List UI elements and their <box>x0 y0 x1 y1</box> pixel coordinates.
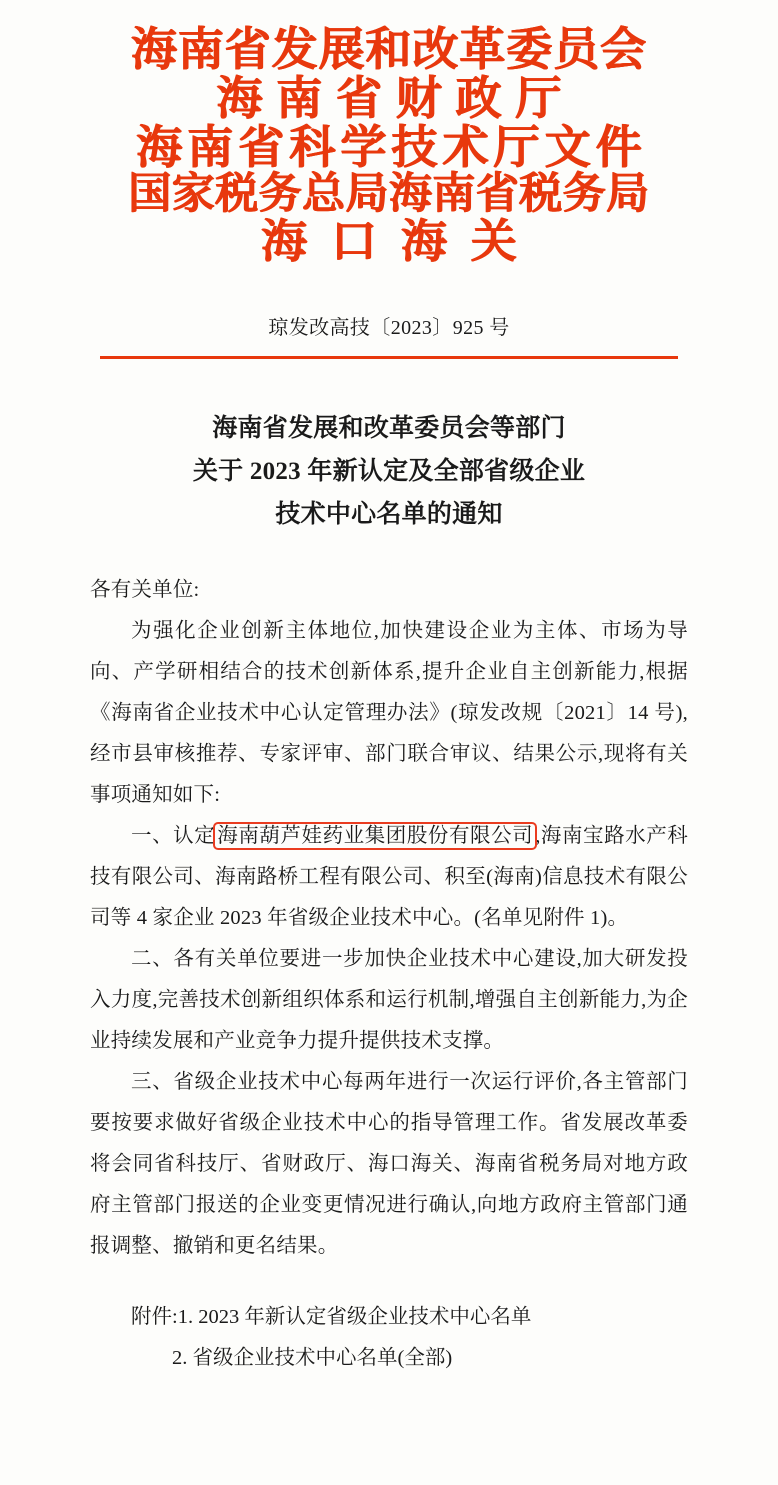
letterhead-line-3: 海南省科学技术厅文件 <box>136 121 647 173</box>
letterhead-line-5: 海口海关 <box>261 215 541 267</box>
title-line-1: 海南省发展和改革委员会等部门 <box>212 414 566 442</box>
paragraph-intro: 为强化企业创新主体地位,加快建设企业为主体、市场为导向、产学研相结合的技术创新体系,提升企业自主创新能力,根据《海南省企业技术中心认定管理办法》(琼发改规〔2021〕14 号),经市县审核推荐、专家评审、部门联合审议、结果公示,现将有关事项通知如下: <box>90 619 688 806</box>
letterhead-line-2: 海南省财政厅 <box>216 72 576 124</box>
letterhead <box>60 0 718 267</box>
paragraph-item-3: 三、省级企业技术中心每两年进行一次运行评价,各主管部门要按要求做好省级企业技术中心的指导管理工作。省发展改革委将会同省科技厅、省财政厅、海口海关、海南省税务局对地方政府主管部门报送的企业变更情况进行确认,向地方政府主管部门通报调整、撤销和更名结果。 <box>90 1070 688 1257</box>
document-body <box>60 570 718 1267</box>
document-number: 琼发改高技〔2023〕925 号 <box>268 316 510 339</box>
highlighted-company-name: 海南葫芦娃药业集团股份有限公司 <box>217 824 534 847</box>
item-1-prefix: 一、认定 <box>131 824 216 847</box>
red-divider-rule <box>100 356 678 359</box>
salutation: 各有关单位: <box>90 578 200 601</box>
attachments-block <box>60 1297 718 1379</box>
document-title <box>60 407 718 536</box>
item-1-suffix: ,海南宝路水产科技有限公司、海南路桥工程有限公司、积至(海南)信息技术有限公司等 4 家企业 2023 年省级企业技术中心。(名单见附件 1)。 <box>90 824 689 929</box>
letterhead-line-4: 国家税务总局海南省税务局 <box>128 171 650 219</box>
letterhead-line-1: 海南省发展和改革委员会 <box>130 24 648 75</box>
paragraph-item-1 <box>90 816 688 939</box>
title-line-2: 关于 2023 年新认定及全部省级企业 <box>192 457 586 485</box>
attachment-line-2: 2. 省级企业技术中心名单(全部) <box>172 1346 453 1369</box>
attachment-line-1: 附件:1. 2023 年新认定省级企业技术中心名单 <box>131 1305 532 1328</box>
paragraph-item-2: 二、各有关单位要进一步加快企业技术中心建设,加大研发投入力度,完善技术创新组织体系和运行机制,增强自主创新能力,为企业持续发展和产业竞争力提升提供技术支撑。 <box>90 947 688 1052</box>
title-line-3: 技术中心名单的通知 <box>275 500 503 528</box>
